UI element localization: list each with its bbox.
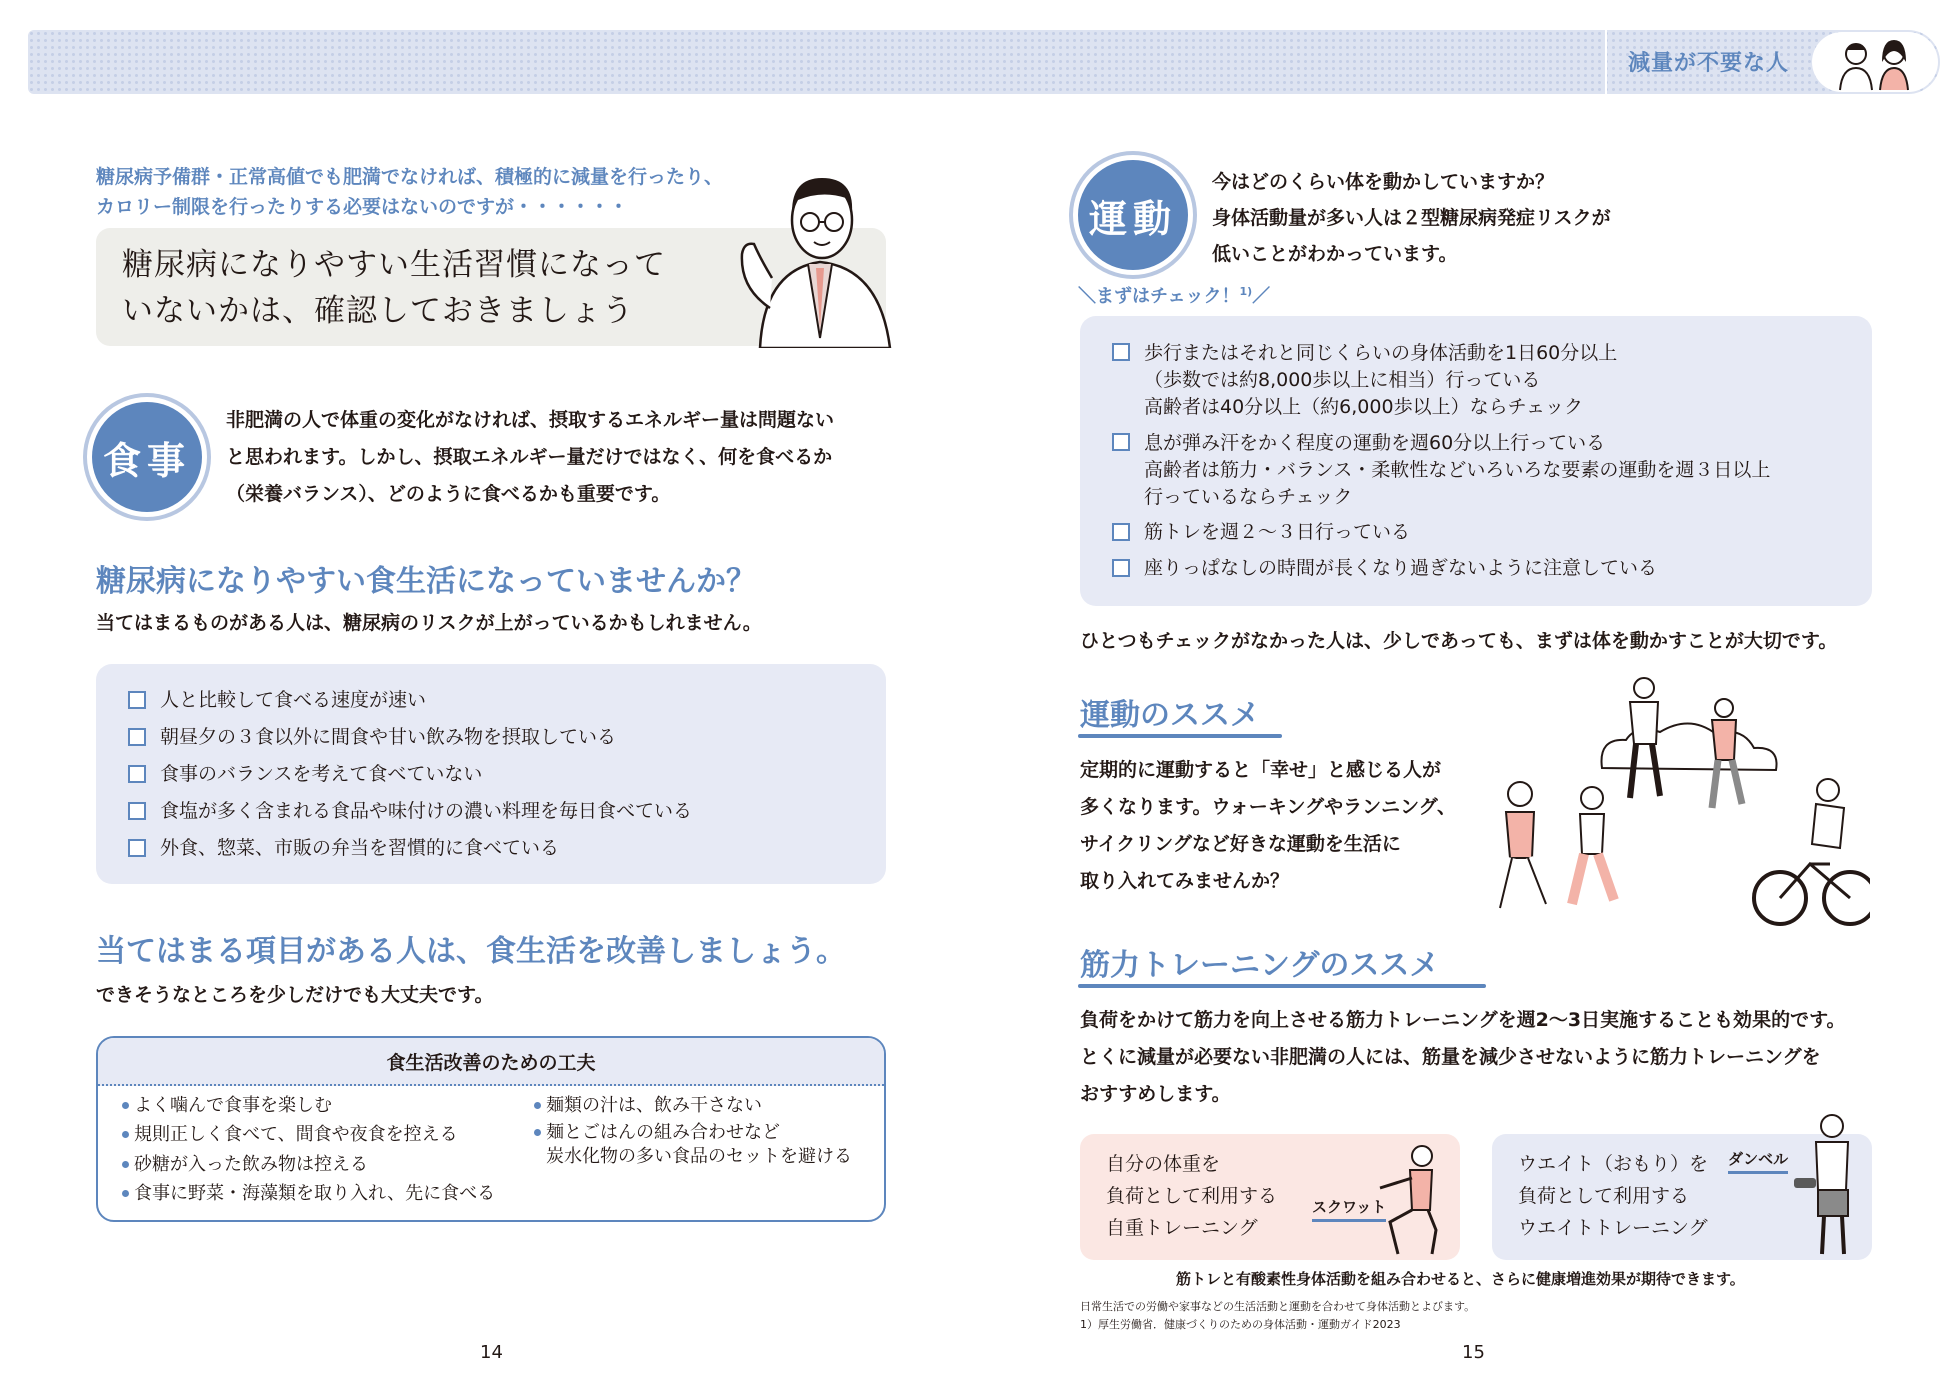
tips-title: 食生活改善のための工夫 bbox=[98, 1038, 884, 1086]
diet-intro-line: （栄養バランス）、どのように食べるかも重要です。 bbox=[226, 483, 671, 505]
squat-label: スクワット bbox=[1312, 1196, 1386, 1222]
checkbox-icon[interactable] bbox=[1112, 523, 1130, 541]
exercise-intro-line: 今はどのくらい体を動かしていますか？ bbox=[1212, 171, 1555, 193]
diet-intro-line: と思われます。しかし、摂取エネルギー量だけではなく、何を食べるか bbox=[226, 446, 833, 468]
check-label: ＼まずはチェック！$^{1)}$／ bbox=[1078, 285, 1271, 307]
callout-text bbox=[122, 242, 666, 334]
exercise-badge: 運動 bbox=[1078, 160, 1188, 270]
squat-illustration bbox=[1370, 1134, 1460, 1260]
diet-badge: 食事 bbox=[92, 402, 202, 512]
page-number-left: 14 bbox=[480, 1342, 503, 1363]
intro-line: 糖尿病予備群・正常高値でも肥満でなければ、積極的に減量を行ったり、 bbox=[96, 166, 724, 188]
callout-line: いないかは、確認しておきましょう bbox=[122, 293, 634, 329]
header-people-illustration bbox=[1812, 32, 1938, 92]
weight-training-text: ウエイト（おもり）を 負荷として利用する ウエイトトレーニング bbox=[1518, 1153, 1709, 1239]
improve-title: 当てはまる項目がある人は、食生活を改善しましょう。 bbox=[96, 934, 846, 969]
improve-subtitle: できそうなところを少しだけでも大丈夫です。 bbox=[96, 984, 494, 1006]
exercise-intro-line: 低いことがわかっています。 bbox=[1212, 243, 1458, 265]
diet-question-title: 糖尿病になりやすい食生活になっていませんか？ bbox=[96, 564, 756, 599]
diet-intro-text bbox=[226, 402, 834, 513]
page-number-right: 15 bbox=[1462, 1342, 1485, 1363]
exercise-recommend-text: 定期的に運動すると「幸せ」と感じる人が 多くなります。ウォーキングやランニング、 サイクリングなど好きな運動を生活に 取り入れてみませんか？ bbox=[1080, 759, 1457, 892]
checkbox-icon[interactable] bbox=[1112, 433, 1130, 451]
checkbox-icon[interactable] bbox=[1112, 559, 1130, 577]
intro-line: カロリー制限を行ったりする必要はないのですが・・・・・・ bbox=[96, 196, 629, 218]
people-icon bbox=[1812, 32, 1938, 92]
checkbox-icon[interactable] bbox=[128, 728, 146, 746]
footnote-reference: 1）厚生労働省．健康づくりのための身体活動・運動ガイド2023 bbox=[1080, 1318, 1401, 1331]
header-divider bbox=[1605, 30, 1607, 94]
checkbox-icon[interactable] bbox=[128, 839, 146, 857]
doctor-illustration bbox=[730, 158, 900, 348]
checkbox-icon[interactable] bbox=[128, 765, 146, 783]
exercise-people-illustration bbox=[1480, 668, 1870, 928]
diet-intro-line: 非肥満の人で体重の変化がなければ、摂取するエネルギー量は問題ない bbox=[226, 409, 835, 431]
exercise-intro-line: 身体活動量が多い人は２型糖尿病発症リスクが bbox=[1212, 207, 1611, 229]
callout-line: 糖尿病になりやすい生活習慣になって bbox=[122, 247, 666, 283]
checkbox-icon[interactable] bbox=[128, 802, 146, 820]
intro-text bbox=[96, 162, 723, 222]
dumbbell-illustration bbox=[1790, 1106, 1870, 1256]
no-check-message: ひとつもチェックがなかった人は、少しであっても、まずは体を動かすことが大切です。 bbox=[1080, 630, 1838, 652]
dumbbell-label: ダンベル bbox=[1728, 1148, 1788, 1174]
title-underline bbox=[1078, 734, 1282, 738]
checkbox-icon[interactable] bbox=[128, 691, 146, 709]
checkbox-icon[interactable] bbox=[1112, 343, 1130, 361]
exercise-recommend-title: 運動のススメ bbox=[1080, 698, 1260, 733]
exercise-intro-text bbox=[1212, 164, 1611, 272]
strength-text: 負荷をかけて筋力を向上させる筋力トレーニングを週2〜3日実施することも効果的です。 とくに減量が必要ない非肥満の人には、筋量を減少させないように筋力トレーニングを おすすめします。 bbox=[1080, 1009, 1846, 1105]
combo-note: 筋トレと有酸素性身体活動を組み合わせると、さらに健康増進効果が期待できます。 bbox=[1176, 1270, 1745, 1288]
header-tag: 減量が不要な人 bbox=[1628, 51, 1790, 76]
strength-title: 筋力トレーニングのススメ bbox=[1080, 948, 1440, 983]
footnote-activity: 日常生活での労働や家事などの生活活動と運動を合わせて身体活動とよびます。 bbox=[1080, 1300, 1476, 1313]
diet-question-subtitle: 当てはまるものがある人は、糖尿病のリスクが上がっているかもしれません。 bbox=[96, 612, 762, 634]
title-underline bbox=[1078, 984, 1486, 988]
bodyweight-training-text: 自分の体重を 負荷として利用する 自重トレーニング bbox=[1106, 1153, 1278, 1239]
